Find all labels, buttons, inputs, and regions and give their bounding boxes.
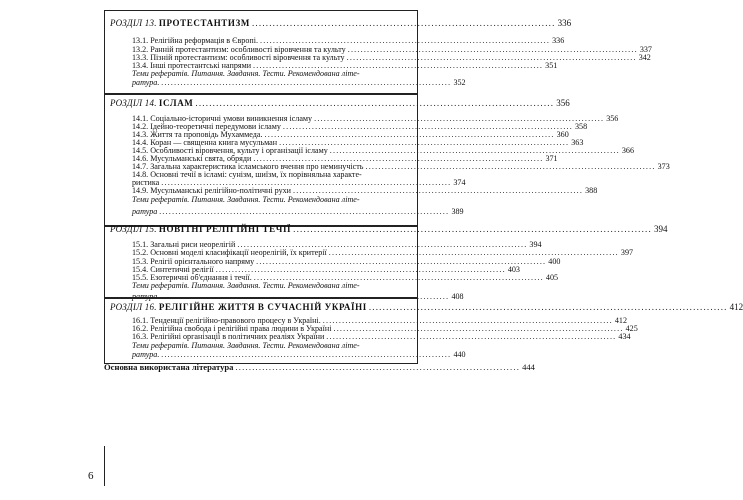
toc-entry[interactable]: 14.6. Мусульманські свята, обряди .......................................................................................... 371 xyxy=(132,154,558,163)
toc-entry[interactable]: 15.1. Загальні риси неорелігій .......................................................................................... 394 xyxy=(132,240,542,249)
chapter-label: РОЗДІЛ 15. xyxy=(110,224,157,234)
toc-entry[interactable]: 15.5. Езотеричні об'єднання і течії. .......................................................................................... 405 xyxy=(132,273,559,282)
toc-entry[interactable]: 13.3. Пізній протестантизм: особливості віровчення та культу .......................................................................................... 342 xyxy=(132,53,651,62)
toc-entry[interactable]: 14.4. Коран — священна книга мусульман .......................................................................................... 363 xyxy=(132,138,584,147)
toc-entry[interactable]: 16.2. Релігійна свобода і релігійні права людини в Україні .......................................................................................... 425 xyxy=(132,324,638,333)
topics-line: Теми рефератів. Питання. Завдання. Тести. Рекомендована літе- xyxy=(132,195,360,204)
page-number: 6 xyxy=(88,470,94,482)
toc-entry[interactable]: 13.2. Ранній протестантизм: особливості віровчення та культу .......................................................................................... 337 xyxy=(132,45,652,54)
toc-entry[interactable]: 16.1. Тенденції релігійно-правового процесу в Україні. .......................................................................................... 412 xyxy=(132,316,627,325)
toc-entry[interactable]: ристика .......................................................................................... 374 xyxy=(132,178,466,187)
chapter-title: ПРОТЕСТАНТИЗМ xyxy=(158,18,250,28)
toc-entry[interactable]: 14.9. Мусульманські релігійно-політичні рухи .......................................................................................... 388 xyxy=(132,186,598,195)
toc-entry[interactable]: 16.3. Релігійні організації в політичних реаліях України .......................................................................................... 434 xyxy=(132,332,631,341)
toc-entry[interactable]: 14.1. Соціально-історичні умови виникнення ісламу .......................................................................................... 356 xyxy=(132,114,619,123)
toc-entry[interactable]: 13.1. Релігійна реформація в Європі. .......................................................................................... 336 xyxy=(132,36,565,45)
chapter-title: РЕЛІГІЙНЕ ЖИТТЯ В СУЧАСНІЙ УКРАЇНІ xyxy=(158,302,367,312)
toc-entry-wrapped: 14.8. Основні течії в ісламі: сунізм, шиїзм, їх порівняльна характе- xyxy=(132,170,362,179)
toc-entry[interactable]: ратура. .......................................................................................... 440 xyxy=(132,350,466,359)
margin-rule xyxy=(104,446,105,486)
toc-entry[interactable]: ратура. .......................................................................................... 352 xyxy=(132,78,466,87)
bibliography-entry[interactable]: Основна використана література ..................................................................................... 444 xyxy=(104,362,535,372)
chapter-title: НОВІТНІ РЕЛІГІЙНІ ТЕЧІЇ xyxy=(158,224,292,234)
page-ref: 336 xyxy=(557,18,572,28)
chapter-label: РОЗДІЛ 16. xyxy=(110,302,157,312)
chapter-title: ІСЛАМ xyxy=(158,98,194,108)
chapter-16-heading[interactable]: РОЗДІЛ 16. РЕЛІГІЙНЕ ЖИТТЯ В СУЧАСНІЙ УКРАЇНІ ........................................................................................................ 412 xyxy=(110,302,743,312)
toc-entry[interactable]: ратура .......................................................................................... 389 xyxy=(132,207,464,216)
topics-line: Теми рефератів. Питання. Завдання. Тести. Рекомендована літе- xyxy=(132,69,360,78)
topics-line: Теми рефератів. Питання. Завдання. Тести. Рекомендована літе- xyxy=(132,341,360,350)
leader-dots: ........................................................................................ xyxy=(251,18,556,28)
chapter-15-heading[interactable]: РОЗДІЛ 15. НОВІТНІ РЕЛІГІЙНІ ТЕЧІЇ ........................................................................................................ 394 xyxy=(110,224,668,234)
topics-line: Теми рефератів. Питання. Завдання. Тести. Рекомендована літе- xyxy=(132,281,360,290)
toc-entry[interactable]: 14.2. Ідейно-теоретичні передумови ісламу .......................................................................................... 358 xyxy=(132,122,588,131)
section-15-box-lower xyxy=(104,270,559,298)
toc-entry[interactable]: 14.5. Особливості віровчення, культу і організації ісламу .......................................................................................... 366 xyxy=(132,146,634,155)
toc-entry[interactable]: 14.3. Життя та проповідь Мухаммеда. .......................................................................................... 360 xyxy=(132,130,569,139)
toc-entry[interactable]: ратура .......................................................................................... 408 xyxy=(132,292,464,301)
toc-entry[interactable]: 14.7. Загальна характеристика ісламського вчення про неминучість .......................................................................................... 373 xyxy=(132,162,670,171)
toc-entry[interactable]: 15.2. Основні моделі класифікації неорелігій, їх критерії .......................................................................................... 397 xyxy=(132,248,634,257)
toc-entry[interactable]: 15.3. Релігії орієнтального напряму .......................................................................................... 400 xyxy=(132,257,561,266)
toc-entry[interactable]: 13.4. Інші протестантські напрями .......................................................................................... 351 xyxy=(132,61,558,70)
chapter-label: РОЗДІЛ 14. xyxy=(110,98,157,108)
chapter-14-heading[interactable]: РОЗДІЛ 14. ІСЛАМ ........................................................................................................ 356 xyxy=(110,98,570,108)
toc-entry[interactable]: 15.4. Синтетичні релігії .......................................................................................... 403 xyxy=(132,265,520,274)
chapter-13-heading[interactable] xyxy=(110,18,572,28)
chapter-label: РОЗДІЛ 13. xyxy=(110,18,157,28)
